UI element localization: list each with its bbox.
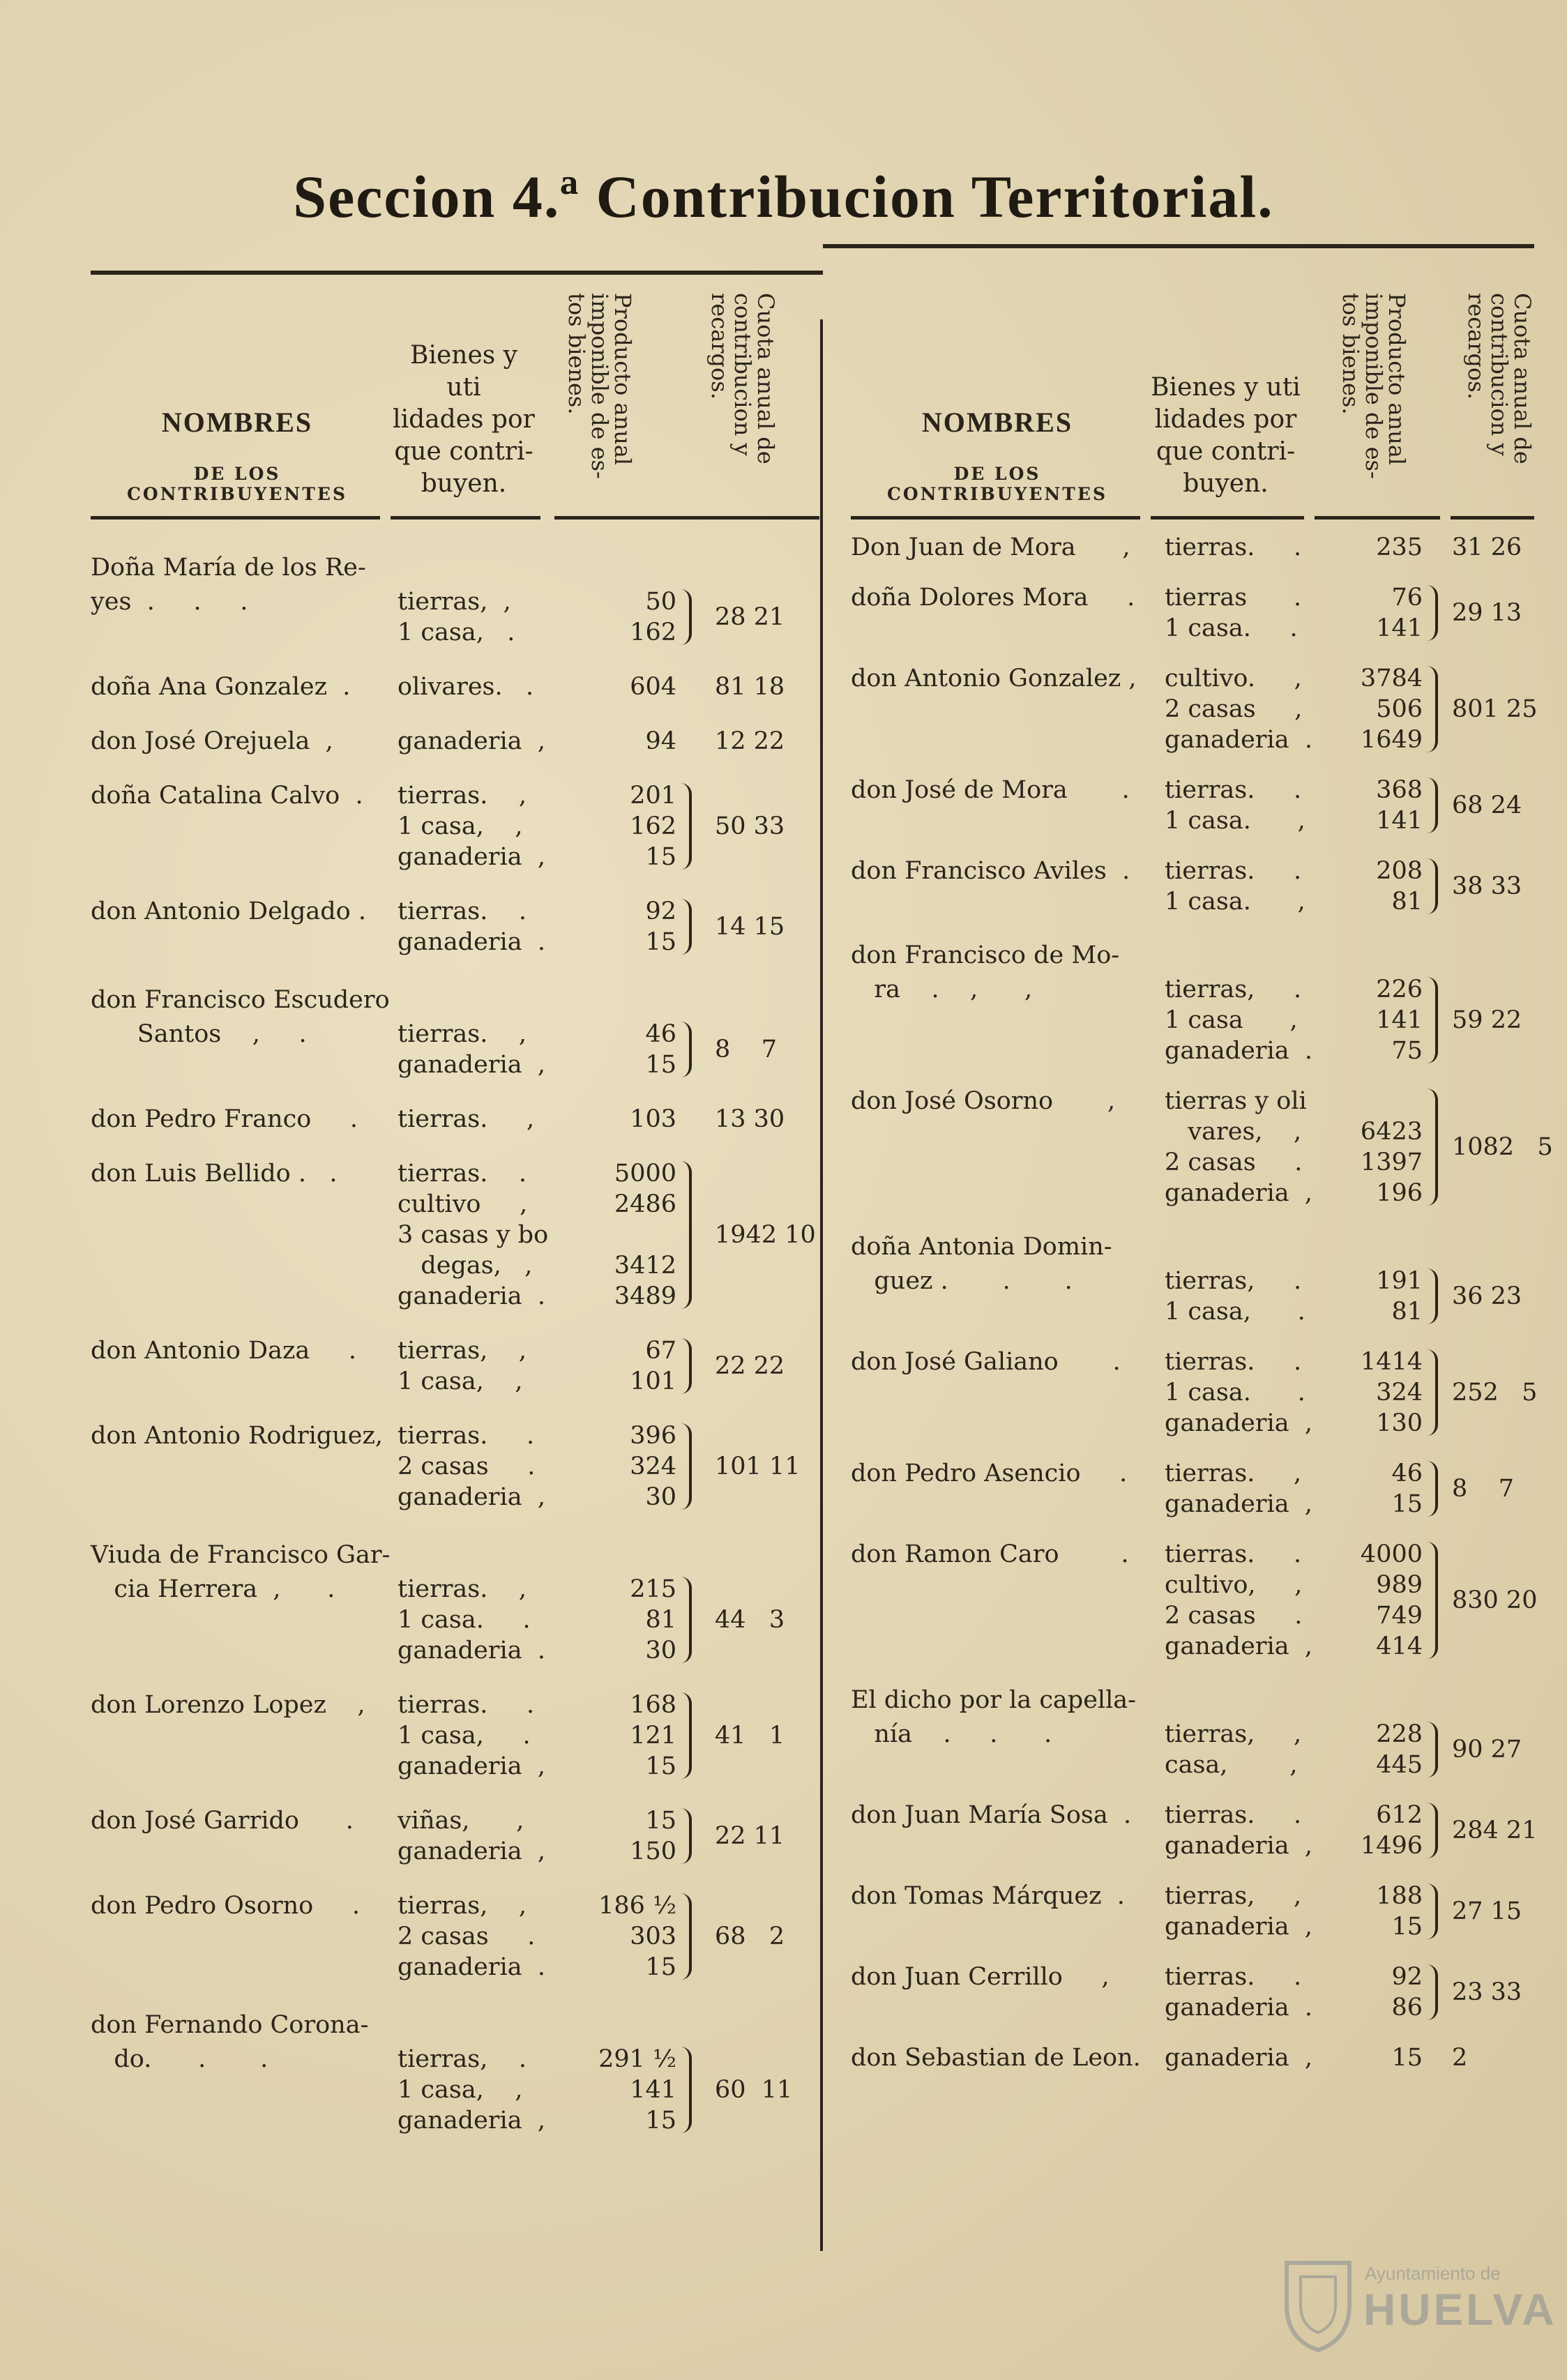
contributor-entry [91,1690,823,1805]
contributor-name: don Francisco Escudero Santos , . [91,986,390,1048]
goods-list: tierras. , 1 casa. . ganaderia . [398,1575,545,1665]
product-values: 168 121 15 [630,1691,676,1780]
contributor-name: don Antonio Gonzalez , [851,665,1137,692]
grouping-brace [1427,1461,1438,1517]
contributor-entry [91,1420,823,1536]
contributor-entry [851,1881,1534,1962]
contributor-name: doña Ana Gonzalez . [91,673,351,701]
quota-value: 44 3 [715,1606,785,1634]
watermark-caption: Ayuntamiento de [1365,2263,1501,2284]
contributor-entry [851,1228,1534,1347]
contributor-name: Don Juan de Mora , [851,533,1130,561]
right-column [851,279,1553,2093]
goods-list: ganaderia , [398,727,545,755]
quota-value: 8 7 [1452,1475,1515,1503]
grouping-brace [1427,1542,1438,1659]
header-rule [1315,516,1440,520]
grouping-brace [1427,1268,1438,1324]
contributor-entry [91,2006,823,2160]
contributor-entry [91,1890,823,2006]
product-values: 94 [645,727,676,755]
grouping-brace [681,783,692,870]
quota-value: 1082 5 [1452,1133,1553,1161]
quota-value: 60 11 [715,2076,793,2104]
contributor-name: don Fernando Corona- do. . . [91,2011,369,2073]
product-values: 3784 506 1649 [1360,665,1423,754]
quota-value: 68 2 [715,1923,785,1950]
header-producto: Producto anual imponible de es- tos bienes. [563,293,636,479]
contributor-name: don Antonio Delgado . [91,897,366,925]
contributor-name: don José Garrido . [91,1807,354,1835]
contributor-entry [851,775,1534,856]
goods-list: tierras, . 1 casa, , ganaderia , [398,2045,545,2135]
goods-list: tierras . 1 casa. . [1165,584,1302,642]
quota-value: 22 22 [715,1352,785,1380]
product-values: 67 101 [630,1337,676,1395]
quota-value: 8 7 [715,1036,778,1063]
contributor-entry [851,1800,1538,1881]
header-rule [1151,516,1304,520]
title-rule-right [823,244,1534,248]
grouping-brace [681,1893,692,1980]
grouping-brace [681,1808,692,1864]
quota-value: 14 15 [715,913,785,941]
header-names [851,406,1144,504]
product-values: 76 141 [1376,584,1423,642]
grouping-brace [681,1022,692,1077]
contributor-name: El dicho por la capella- nía . . . [851,1686,1136,1748]
product-values: 235 [1376,533,1423,561]
contributor-entry [851,582,1534,663]
contributor-name: don Sebastian de Leon. [851,2044,1141,2072]
quota-value: 59 22 [1452,1006,1522,1034]
quota-value: 38 33 [1452,872,1522,900]
goods-list: tierras. . 1 casa, . ganaderia , [398,1691,545,1780]
product-values: 46 15 [645,1020,676,1079]
grouping-brace [681,1692,692,1779]
product-values: 103 [630,1105,676,1133]
product-values: 1414 324 130 [1360,1348,1423,1437]
contributor-name: doña Antonia Domin- guez . . . [851,1233,1112,1295]
product-values: 5000 2486 3412 3489 [614,1160,676,1310]
goods-list: tierras. . 2 casas . ganaderia , [398,1422,545,1511]
product-values: 191 81 [1376,1267,1423,1326]
goods-list: tierras, . 1 casa , ganaderia . [1165,976,1312,1065]
grouping-brace [1427,778,1438,833]
goods-list: tierras. . ganaderia , [1165,1801,1312,1860]
quota-value: 13 30 [715,1105,785,1133]
contributor-name: don José Osorno , [851,1087,1116,1115]
product-values: 201 162 15 [630,782,676,871]
header-cuota: Cuota anual de contribucion y recargos. [706,293,779,464]
goods-list: tierras, , ganaderia , [1165,1882,1312,1941]
page-title: Seccion 4.ª Contribucion Territorial. [293,163,1274,230]
contributor-entry [91,981,823,1104]
goods-list: cultivo. , 2 casas , ganaderia . [1165,665,1312,754]
grouping-brace [681,2047,692,2133]
contributor-name: Viuda de Francisco Gar- cia Herrera , . [91,1541,391,1603]
contributor-entry [91,896,823,981]
quota-value: 830 20 [1452,1586,1538,1614]
contributor-name: don Luis Bellido . . [91,1160,338,1188]
grouping-brace [1427,1089,1438,1206]
contributor-name: don Lorenzo Lopez , [91,1691,365,1719]
watermark-text: HUELVA [1363,2284,1557,2335]
quota-value: 28 21 [715,603,785,631]
contributor-name: don Tomas Márquez . [851,1882,1125,1910]
contributor-name: don Antonio Daza . [91,1337,357,1365]
grouping-brace [681,1338,692,1394]
grouping-brace [681,589,692,645]
product-values: 226 141 75 [1376,976,1423,1065]
contributor-entry [851,856,1534,937]
goods-list: tierras. . cultivo, , 2 casas . ganaderia , [1165,1540,1312,1660]
contributor-name: doña Catalina Calvo . [91,782,363,810]
goods-list: tierras y oli vares, , 2 casas . ganaderia , [1165,1087,1312,1207]
left-entries [91,549,823,2160]
grouping-brace [681,899,692,955]
product-values: 186 ½ 303 15 [598,1892,676,1981]
product-values: 604 [630,673,676,701]
header-bienes: Bienes y uti lidades por que contri- buyen. [1151,373,1301,498]
contributor-entry [91,549,823,672]
grouping-brace [1427,1803,1438,1858]
header-rule [851,516,1140,520]
contributor-name: don Francisco de Mo- ra . , , [851,941,1120,1003]
contributor-entry [91,780,823,896]
quota-value: 90 27 [1452,1736,1522,1764]
grouping-brace [1427,1964,1438,2020]
contributor-name: doña Dolores Mora . [851,584,1135,612]
contributor-name: don Francisco Aviles . [851,857,1130,885]
quota-value: 68 24 [1452,791,1522,819]
product-values: 228 445 [1376,1720,1423,1779]
header-rule [391,516,540,520]
contributor-name: don José Orejuela , [91,727,333,755]
product-values: 208 81 [1376,857,1423,916]
header-names [91,406,384,504]
product-values: 15 150 [630,1807,676,1865]
grouping-brace [1427,1722,1438,1778]
header-bienes: Bienes y uti lidades por que contri- buyen. [393,341,535,498]
product-values: 4000 989 749 414 [1360,1540,1423,1660]
goods-list: tierras. . 1 casa. , [1165,776,1305,835]
product-values: 46 15 [1391,1460,1423,1518]
grouping-brace [1427,585,1438,641]
left-table-header [91,279,823,520]
product-values: 15 [1391,2044,1423,2072]
header-names-top: NOMBRES [161,407,313,438]
contributor-entry [91,1805,823,1890]
product-values: 92 15 [645,897,676,956]
watermark-stamp [1280,2242,1557,2360]
quota-value: 801 25 [1452,695,1538,723]
contributor-entry [91,1158,823,1335]
product-values: 92 86 [1391,1963,1423,2022]
grouping-brace [1427,666,1438,752]
contributor-name: don Juan María Sosa . [851,1801,1132,1829]
goods-list: tierras. . ganaderia . [1165,1963,1312,2022]
header-rule [91,516,380,520]
product-values: 188 15 [1376,1882,1423,1941]
quota-value: 50 33 [715,812,785,840]
contributor-entry [851,1539,1538,1681]
contributor-name: don Ramon Caro . [851,1540,1129,1568]
quota-value: 41 1 [715,1722,785,1750]
contributor-entry [851,1681,1534,1800]
contributor-name: don Pedro Franco . [91,1105,358,1133]
contributor-entry [91,1335,823,1420]
goods-list: viñas, , ganaderia , [398,1807,545,1865]
goods-list: tierras, , casa, , [1165,1720,1302,1779]
product-values: 396 324 30 [630,1422,676,1511]
grouping-brace [1427,977,1438,1063]
contributor-entry [851,532,1534,582]
header-names-top: NOMBRES [921,407,1073,438]
goods-list: tierras. , 1 casa, , ganaderia , [398,782,545,871]
goods-list: olivares. . [398,673,534,701]
quota-value: 22 11 [715,1822,785,1850]
quota-value: 81 18 [715,673,785,701]
title-rule-left [91,271,823,275]
product-values: 50 162 [630,588,676,646]
quota-value: 101 11 [715,1453,801,1480]
goods-list: ganaderia , [1165,2044,1312,2072]
contributor-entry [851,1458,1534,1539]
goods-list: tierras. , [398,1105,535,1133]
quota-value: 2 [1452,2044,1468,2072]
contributor-entry [851,937,1534,1086]
right-entries [851,532,1553,2093]
header-cuota: Cuota anual de contribucion y recargos. [1463,293,1536,464]
header-names-bottom: DE LOS CONTRIBUYENTES [887,464,1107,504]
goods-list: tierras. , ganaderia , [1165,1460,1312,1518]
goods-list: tierras, . 1 casa, . [1165,1267,1305,1326]
contributor-entry [851,663,1538,775]
grouping-brace [1427,1349,1438,1436]
product-values: 215 81 30 [630,1575,676,1665]
contributor-name: don Juan Cerrillo , [851,1963,1110,1991]
grouping-brace [681,1577,692,1663]
contributor-name: don José Galiano . [851,1348,1121,1376]
contributor-entry [91,1536,823,1690]
product-values: 6423 1397 196 [1360,1118,1423,1207]
right-table-header [851,279,1534,520]
goods-list: tierras. . 1 casa. . ganaderia , [1165,1348,1312,1437]
contributor-entry [91,726,823,780]
header-names-bottom: DE LOS CONTRIBUYENTES [127,464,347,504]
grouping-brace [681,1423,692,1510]
quota-value: 31 26 [1452,533,1522,561]
contributor-name: don Pedro Asencio . [851,1460,1128,1487]
contributor-name: don Pedro Osorno . [91,1892,360,1920]
goods-list: tierras, , 1 casa, , [398,1337,527,1395]
quota-value: 252 5 [1452,1379,1538,1407]
contributor-entry [851,1347,1538,1458]
grouping-brace [1427,858,1438,914]
quota-value: 12 22 [715,727,785,755]
contributor-entry [851,1962,1534,2042]
left-column [91,279,823,2160]
contributor-entry [91,1104,823,1158]
grouping-brace [1427,1883,1438,1939]
goods-list: tierras. . cultivo , 3 casas y bo degas, , ganaderia . [398,1160,549,1310]
goods-list: tierras. . ganaderia . [398,897,545,956]
header-rule [1451,516,1534,520]
goods-list: tierras, , 2 casas . ganaderia . [398,1892,545,1981]
contributor-name: Doña María de los Re- yes . . . [91,554,366,616]
contributor-name: don Antonio Rodriguez, [91,1422,384,1450]
contributor-name: don José de Mora . [851,776,1130,804]
goods-list: tierras. . 1 casa. , [1165,857,1305,916]
product-values: 291 ½ 141 15 [598,2045,676,2135]
product-values: 612 1496 [1360,1801,1423,1860]
goods-list: tierras. , ganaderia , [398,1020,545,1079]
header-producto: Producto anual imponible de es- tos bienes. [1338,293,1410,479]
quota-value: 1942 10 [715,1221,816,1249]
quota-value: 284 21 [1452,1817,1538,1844]
goods-list: tierras. . [1165,533,1302,561]
header-rule [680,516,819,520]
grouping-brace [681,1161,692,1309]
quota-value: 29 13 [1452,599,1522,627]
coat-of-arms-icon [1280,2249,1356,2354]
contributor-entry [851,1086,1553,1228]
contributor-entry [91,672,823,726]
quota-value: 27 15 [1452,1897,1522,1925]
quota-value: 23 33 [1452,1978,1522,2006]
goods-list: tierras, , 1 casa, . [398,588,515,646]
contributor-entry [851,2042,1534,2093]
quota-value: 36 23 [1452,1282,1522,1310]
product-values: 368 141 [1376,776,1423,835]
